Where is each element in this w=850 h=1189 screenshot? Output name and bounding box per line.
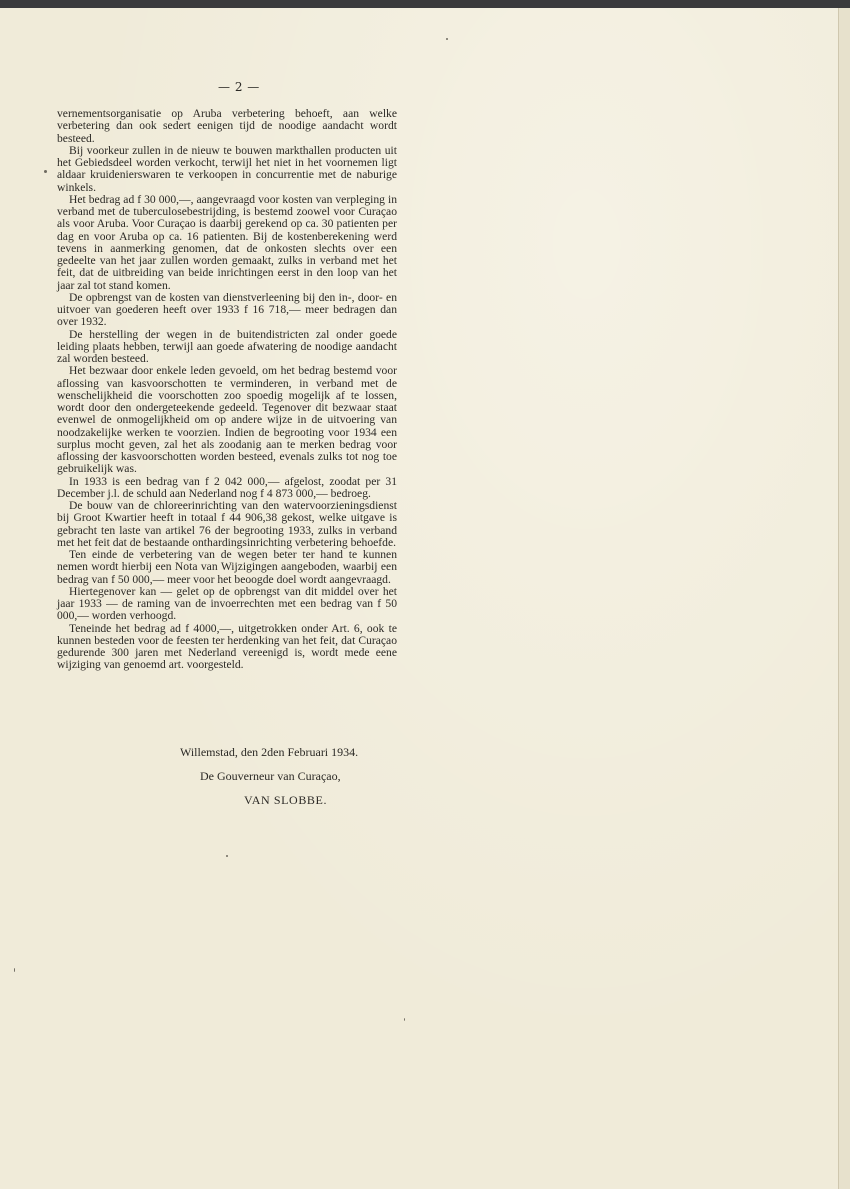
- body-text: [57, 108, 397, 672]
- paper-speck: [14, 968, 15, 972]
- signature-title: De Gouverneur van Curaçao,: [200, 769, 341, 783]
- paper-speck: [404, 1018, 405, 1021]
- paragraph-6: Het bezwaar door enkele leden gevoeld, om het bedrag bestemd voor aflossing van kasvoorschotten te verminderen, in verband met de wenschelijkheid die voorschotten zoo spoedig mogelijk af te lossen, wordt door den ondergeteekende gedeeld. Tegenover dit bezwaar staat evenwel de onmogelijkheid om op andere wijze in de uitvoering van noodzakelijke werken te voorzien. Indien de begrooting voor 1934 een surplus mocht geven, zal het als zoodanig aan te merken bedrag voor aflossing der kasvoorschotten worden besteed, evenals zulks tot nog toe gebruikelijk was.: [57, 364, 397, 476]
- paragraph-5: De herstelling der wegen in de buitendistricten zal onder goede leiding plaats hebben, terwijl aan goede afwatering de noodige aandacht zal worden besteed.: [57, 327, 397, 365]
- signature-date: Willemstad, den 2den Februari 1934.: [180, 745, 359, 759]
- paragraph-11: Teneinde het bedrag ad f 4000,—, uitgetrokken onder Art. 6, ook te kunnen besteden voor de feesten ter herdenking van het feit, dat Curaçao gedurende 300 jaren met Nederland vereenigd is, wordt mede eene wijziging van genoemd art. voorgesteld.: [57, 621, 397, 672]
- page-number: — 2 —: [218, 80, 260, 94]
- paragraph-8: De bouw van de chloreerinrichting van den watervoorzieningsdienst bij Groot Kwartier heeft in totaal f 44 906,38 gekost, welke uitgave is gebracht ten laste van artikel 76 der begrooting 1933, zulks in verband met het feit dat de bestaande onthardingsinrichting verbetering behoefde.: [57, 499, 397, 549]
- paragraph-7: In 1933 is een bedrag van f 2 042 000,— afgelost, zoodat per 31 December j.l. de schuld aan Nederland nog f 4 873 000,— bedroeg.: [57, 474, 397, 500]
- paragraph-3: Het bedrag ad f 30 000,—, aangevraagd voor kosten van verpleging in verband met de tuberculosebestrijding, is bestemd zoowel voor Curaçao als voor Aruba. Voor Curaçao is daarbij gerekend op ca. 30 patienten per dag en voor Aruba op ca. 16 patienten. Bij de kostenberekening werd tevens in aanmerking genomen, dat de onkosten slechts over een gedeelte van het jaar zullen worden gemaakt, zulks in verband met het feit, dat de uitbreiding van beide inrichtingen eerst in den loop van het jaar zal tot stand komen.: [57, 192, 397, 292]
- paragraph-4: De opbrengst van de kosten van dienstverleening bij den in-, door- en uitvoer van goederen heeft over 1933 f 16 718,— meer bedragen dan over 1932.: [57, 290, 397, 329]
- paragraph-10: Hiertegenover kan — gelet op de opbrengst van dit middel over het jaar 1933 — de raming van de invoerrechten met een bedrag van f 50 000,— worden verhoogd.: [57, 584, 397, 623]
- paragraph-9: Ten einde de verbetering van de wegen beter ter hand te kunnen nemen wordt hierbij een Nota van Wijzigingen aangeboden, waarbij een bedrag van f 50 000,— meer voor het beoogde doel wordt aangevraagd.: [57, 548, 397, 586]
- signature-name: VAN SLOBBE.: [244, 793, 328, 807]
- paper-speck: [44, 170, 47, 173]
- paper-speck: [226, 855, 228, 857]
- paragraph-1: vernementsorganisatie op Aruba verbetering behoeft, aan welke verbetering dan ook sedert eenigen tijd de noodige aandacht wordt besteed.: [57, 107, 397, 145]
- paper-speck: [446, 38, 448, 40]
- paragraph-2: Bij voorkeur zullen in de nieuw te bouwen markthallen producten uit het Gebiedsdeel worden verkocht, terwijl het niet in het voornemen ligt aldaar kruidenierswaren te verkoopen in concurrentie met de naburige winkels.: [57, 143, 397, 194]
- page-edge: [838, 8, 850, 1189]
